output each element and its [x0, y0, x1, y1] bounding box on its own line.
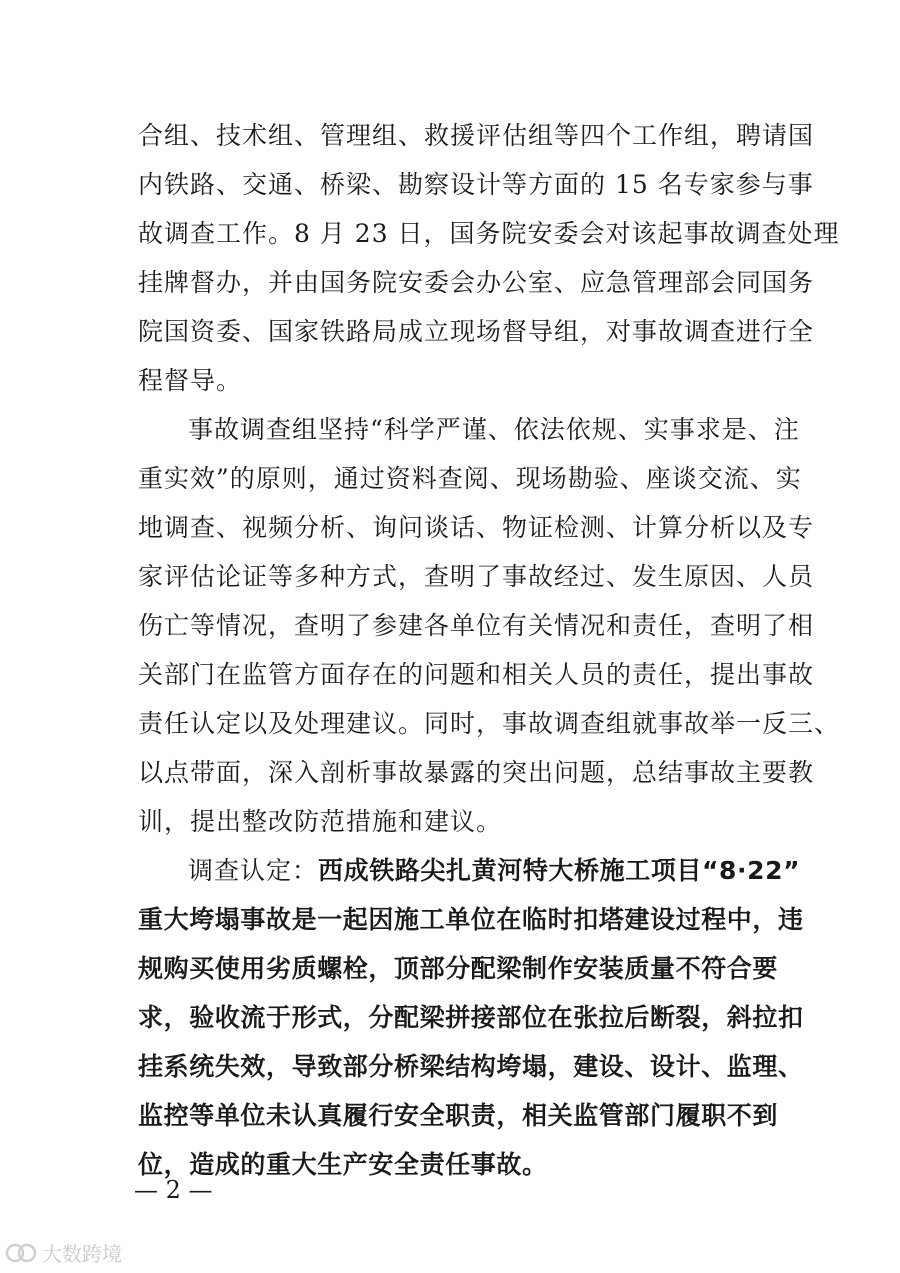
- paragraph-line: 关部门在监管方面存在的问题和相关人员的责任，提出事故: [138, 660, 815, 689]
- conclusion-first-line: [188, 851, 828, 891]
- paragraph-line: 挂牌督办，并由国务院安委会办公室、应急管理部会同国务: [138, 268, 815, 297]
- paragraph-line: 程督导。: [138, 366, 243, 395]
- paragraph-line: 故调查工作。8 月 23 日，国务院安委会对该起事故调查处理: [138, 219, 840, 248]
- page-number: — 2 —: [134, 1176, 213, 1204]
- watermark: [4, 1238, 122, 1269]
- paragraph-line: 伤亡等情况，查明了参建各单位有关情况和责任，查明了相: [138, 611, 815, 640]
- conclusion-label: 调查认定：: [188, 856, 319, 885]
- conclusion-line: 挂系统失效，导致部分桥梁结构垮塌，建设、设计、监理、: [138, 1052, 804, 1081]
- conclusion-line: 位，造成的重大生产安全责任事故。: [138, 1150, 548, 1179]
- paragraph-line: 训，提出整改防范措施和建议。: [138, 807, 503, 836]
- paragraph-line: 以点带面，深入剖析事故暴露的突出问题，总结事故主要教: [138, 758, 815, 787]
- paragraph-line: 院国资委、国家铁路局成立现场督导组，对事故调查进行全: [138, 317, 815, 346]
- conclusion-line: 重大垮塌事故是一起因施工单位在临时扣塔建设过程中，违: [138, 905, 804, 934]
- paragraph-line: 合组、技术组、管理组、救援评估组等四个工作组，聘请国: [138, 121, 815, 150]
- brand-logo-icon: [4, 1242, 38, 1269]
- paragraph-line: 重实效”的原则，通过资料查阅、现场勘验、座谈交流、实: [138, 464, 802, 493]
- conclusion-line: 规购买使用劣质螺栓，顶部分配梁制作安装质量不符合要: [138, 954, 779, 983]
- paragraph-line: 事故调查组坚持“科学严谨、依法依规、实事求是、注: [188, 415, 800, 444]
- paragraph-line: 家评估论证等多种方式，查明了事故经过、发生原因、人员: [138, 562, 815, 591]
- paragraph-line: 地调查、视频分析、询问谈话、物证检测、计算分析以及专: [138, 513, 815, 542]
- conclusion-heading: 西成铁路尖扎黄河特大桥施工项目“8·22”: [318, 856, 801, 885]
- paragraph-line: 责任认定以及处理建议。同时，事故调查组就事故举一反三、: [138, 709, 841, 738]
- conclusion-line: 求，验收流于形式，分配梁拼接部位在张拉后断裂，斜拉扣: [138, 1003, 804, 1032]
- watermark-text: 大数跨境: [42, 1242, 122, 1266]
- paragraph-line: 内铁路、交通、桥梁、勘察设计等方面的 15 名专家参与事: [138, 170, 814, 199]
- conclusion-line: 监控等单位未认真履行安全职责，相关监管部门履职不到: [138, 1101, 779, 1130]
